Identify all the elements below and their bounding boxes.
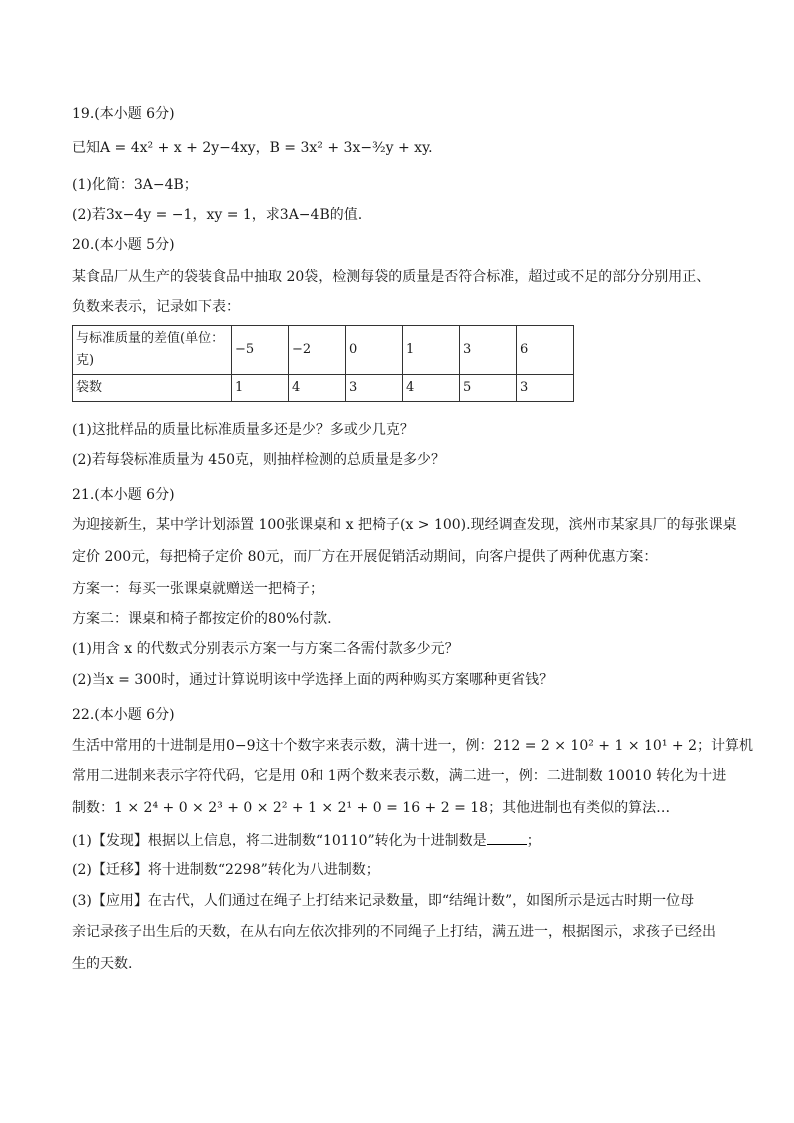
q19-part1: (1)化简：3A−4B；	[72, 177, 198, 193]
table-cell: 0	[346, 326, 403, 375]
q21-part1: (1)用含 x 的代数式分别表示方案一与方案二各需付款多少元？	[72, 641, 459, 657]
table-cell: 3	[460, 326, 517, 375]
table-row	[73, 375, 574, 402]
table-cell: 4	[403, 375, 460, 402]
table-row	[73, 326, 574, 375]
q22-part1-end: ；	[526, 833, 541, 849]
q21-header: 21.(本小题 6分)	[72, 487, 175, 503]
q21-plan2: 方案二：课桌和椅子都按定价的80%付款.	[72, 611, 332, 627]
q21-part2: (2)当x = 300时，通过计算说明该中学选择上面的两种购买方案哪种更省钱？	[72, 672, 554, 688]
q22-part3-line1: (3)【应用】在古代，人们通过在绳子上打结来记录数量，即“结绳计数”，如图所示是远古时期一位母	[72, 893, 695, 909]
table-cell: −5	[232, 326, 289, 375]
table-cell: 6	[517, 326, 574, 375]
q19-header: 19.(本小题 6分)	[72, 106, 175, 122]
q20-text-line2: 负数来表示，记录如下表：	[72, 299, 240, 315]
table-cell: 1	[232, 375, 289, 402]
q20-text-line1: 某食品厂从生产的袋装食品中抽取 20袋，检测每袋的质量是否符合标准，超过或不足的部分分别用正、	[72, 269, 711, 285]
q22-part1	[72, 830, 541, 851]
q20-part1: (1)这批样品的质量比标准质量多还是少？多或少几克？	[72, 422, 414, 438]
table-cell: 3	[517, 375, 574, 402]
table-cell: 3	[346, 375, 403, 402]
q19-part2: (2)若3x−4y = −1，xy = 1，求3A−4B的值.	[72, 207, 363, 223]
q22-part1-text: (1)【发现】根据以上信息，将二进制数“10110”转化为十进制数是	[72, 833, 487, 849]
q22-text-line2: 常用二进制来表示字符代码，它是用 0和 1两个数来表示数，满二进一，例：二进制数 10010 转化为十进	[72, 768, 727, 784]
q22-part3-line3: 生的天数.	[72, 956, 133, 972]
q20-part2: (2)若每袋标准质量为 450克，则抽样检测的总质量是多少？	[72, 452, 446, 468]
table-row-header: 袋数	[73, 375, 232, 402]
q21-text-line1: 为迎接新生，某中学计划添置 100张课桌和 x 把椅子(x > 100).现经调查发现，滨州市某家具厂的每张课桌	[72, 517, 737, 533]
q22-text-line3: 制数：1 × 2⁴ + 0 × 2³ + 0 × 2² + 1 × 2¹ + 0 = 16 + 2 = 18；其他进制也有类似的算法…	[72, 800, 671, 816]
q20-data-table	[72, 325, 574, 402]
table-cell: 5	[460, 375, 517, 402]
q21-text-line2: 定价 200元，每把椅子定价 80元，而厂方在开展促销活动期间，向客户提供了两种优惠方案：	[72, 549, 658, 565]
q22-header: 22.(本小题 6分)	[72, 707, 175, 723]
q22-part3-line2: 亲记录孩子出生后的天数，在从右向左依次排列的不同绳子上打结，满五进一，根据图示，求孩子已经出	[72, 924, 716, 940]
q19-given: 已知A = 4x² + x + 2y−4xy，B = 3x² + 3x−³⁄₂y + xy.	[72, 140, 433, 156]
table-cell: 1	[403, 326, 460, 375]
q22-text-line1: 生活中常用的十进制是用0−9这十个数字来表示数，满十进一，例：212 = 2 × 10² + 1 × 10¹ + 2；计算机	[72, 738, 753, 754]
table-row-header: 与标准质量的差值(单位：克)	[73, 326, 232, 375]
answer-blank	[487, 830, 527, 845]
q22-part2: (2)【迁移】将十进制数“2298”转化为八进制数；	[72, 862, 380, 878]
q21-plan1: 方案一：每买一张课桌就赠送一把椅子；	[72, 581, 324, 597]
table-cell: −2	[289, 326, 346, 375]
table-cell: 4	[289, 375, 346, 402]
q20-header: 20.(本小题 5分)	[72, 237, 175, 253]
